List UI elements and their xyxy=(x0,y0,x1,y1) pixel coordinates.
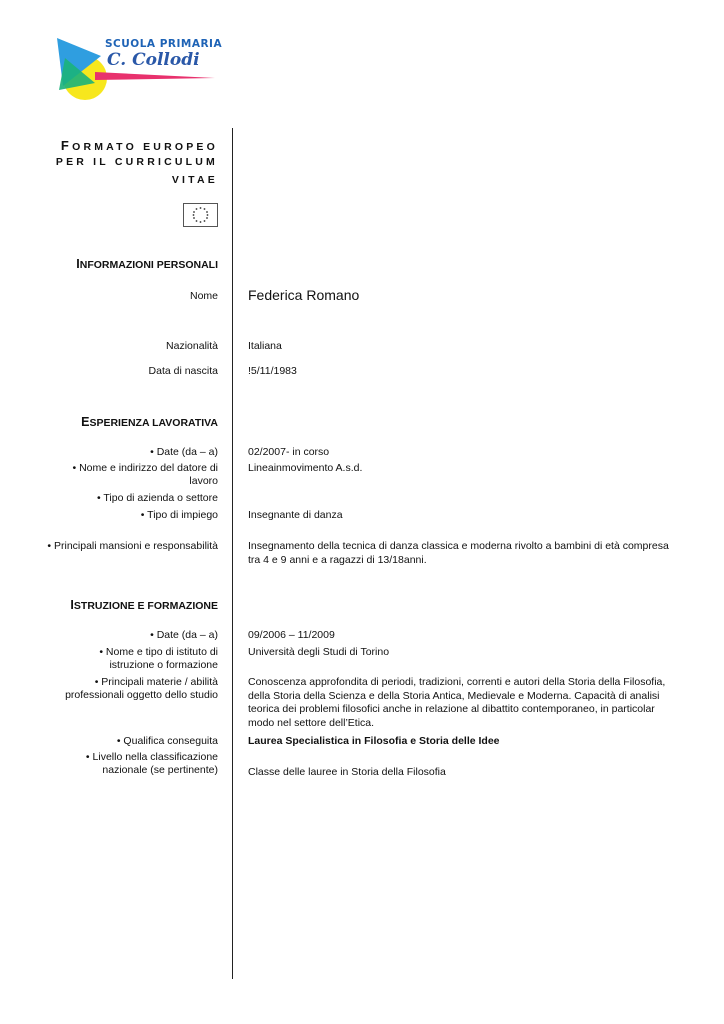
section-personal-info: INFORMAZIONI PERSONALI xyxy=(76,257,218,271)
employer-label: • Nome e indirizzo del datore di lavoro xyxy=(72,462,218,487)
name-value: Federica Romano xyxy=(248,287,360,303)
birth-date-value: !5/11/1983 xyxy=(248,365,297,377)
eu-flag-icon xyxy=(183,203,218,227)
duties-value: Insegnamento della tecnica di danza classica e moderna rivolto a bambini di età compresa tra 4 e 9 anni e a ragazzi di 13/18anni. xyxy=(248,540,669,566)
work-date-value: 02/2007- in corso xyxy=(248,446,330,458)
work-date-label: • Date (da – a) xyxy=(150,446,218,458)
logo-line1: SCUOLA PRIMARIA xyxy=(105,38,223,50)
education-date-label: • Date (da – a) xyxy=(150,629,218,641)
job-type-label: • Tipo di impiego xyxy=(140,509,218,521)
subjects-value: Conoscenza approfondita di periodi, tradizioni, correnti e autori della Storia della Filosofia, della Storia della Scienza e della Storia Antica, Medievale e Moderna. Capacità di analisi teorica dei problemi filosofici anche in relazione al dibattito contemporaneo, in particolar modo nel settore dell’Etica. xyxy=(248,676,666,729)
cv-title-line-1: FORMATO EUROPEO xyxy=(60,138,218,153)
qualification-label: • Qualifica conseguita xyxy=(116,735,218,747)
job-type-value: Insegnante di danza xyxy=(248,509,343,521)
cv-title-line-3: VITAE xyxy=(171,174,218,186)
education-date-value: 09/2006 – 11/2009 xyxy=(248,629,335,641)
logo-line2: C. Collodi xyxy=(107,50,200,70)
section-education: ISTRUZIONE E FORMAZIONE xyxy=(70,598,218,612)
employer-value: Lineainmovimento A.s.d. xyxy=(248,462,363,474)
birth-date-label: Data di nascita xyxy=(148,365,218,377)
duties-label: • Principali mansioni e responsabilità xyxy=(47,540,218,552)
school-logo xyxy=(55,28,223,108)
column-divider xyxy=(232,128,233,979)
section-work-experience: ESPERIENZA LAVORATIVA xyxy=(81,415,218,429)
subjects-label: • Principali materie / abilità professionali oggetto dello studio xyxy=(65,676,218,701)
level-label: • Livello nella classificazione nazionale (se pertinente) xyxy=(85,751,218,776)
institute-value: Università degli Studi di Torino xyxy=(248,646,390,658)
level-value: Classe delle lauree in Storia della Filosofia xyxy=(248,766,446,778)
nationality-label: Nazionalità xyxy=(166,340,218,352)
nationality-value: Italiana xyxy=(248,340,282,352)
cv-title-line-2: PER IL CURRICULUM xyxy=(55,156,218,168)
name-label: Nome xyxy=(189,290,218,302)
institute-label: • Nome e tipo di istituto di istruzione o formazione xyxy=(99,646,218,671)
company-type-label: • Tipo di azienda o settore xyxy=(96,492,218,504)
qualification-value: Laurea Specialistica in Filosofia e Storia delle Idee xyxy=(248,735,500,747)
